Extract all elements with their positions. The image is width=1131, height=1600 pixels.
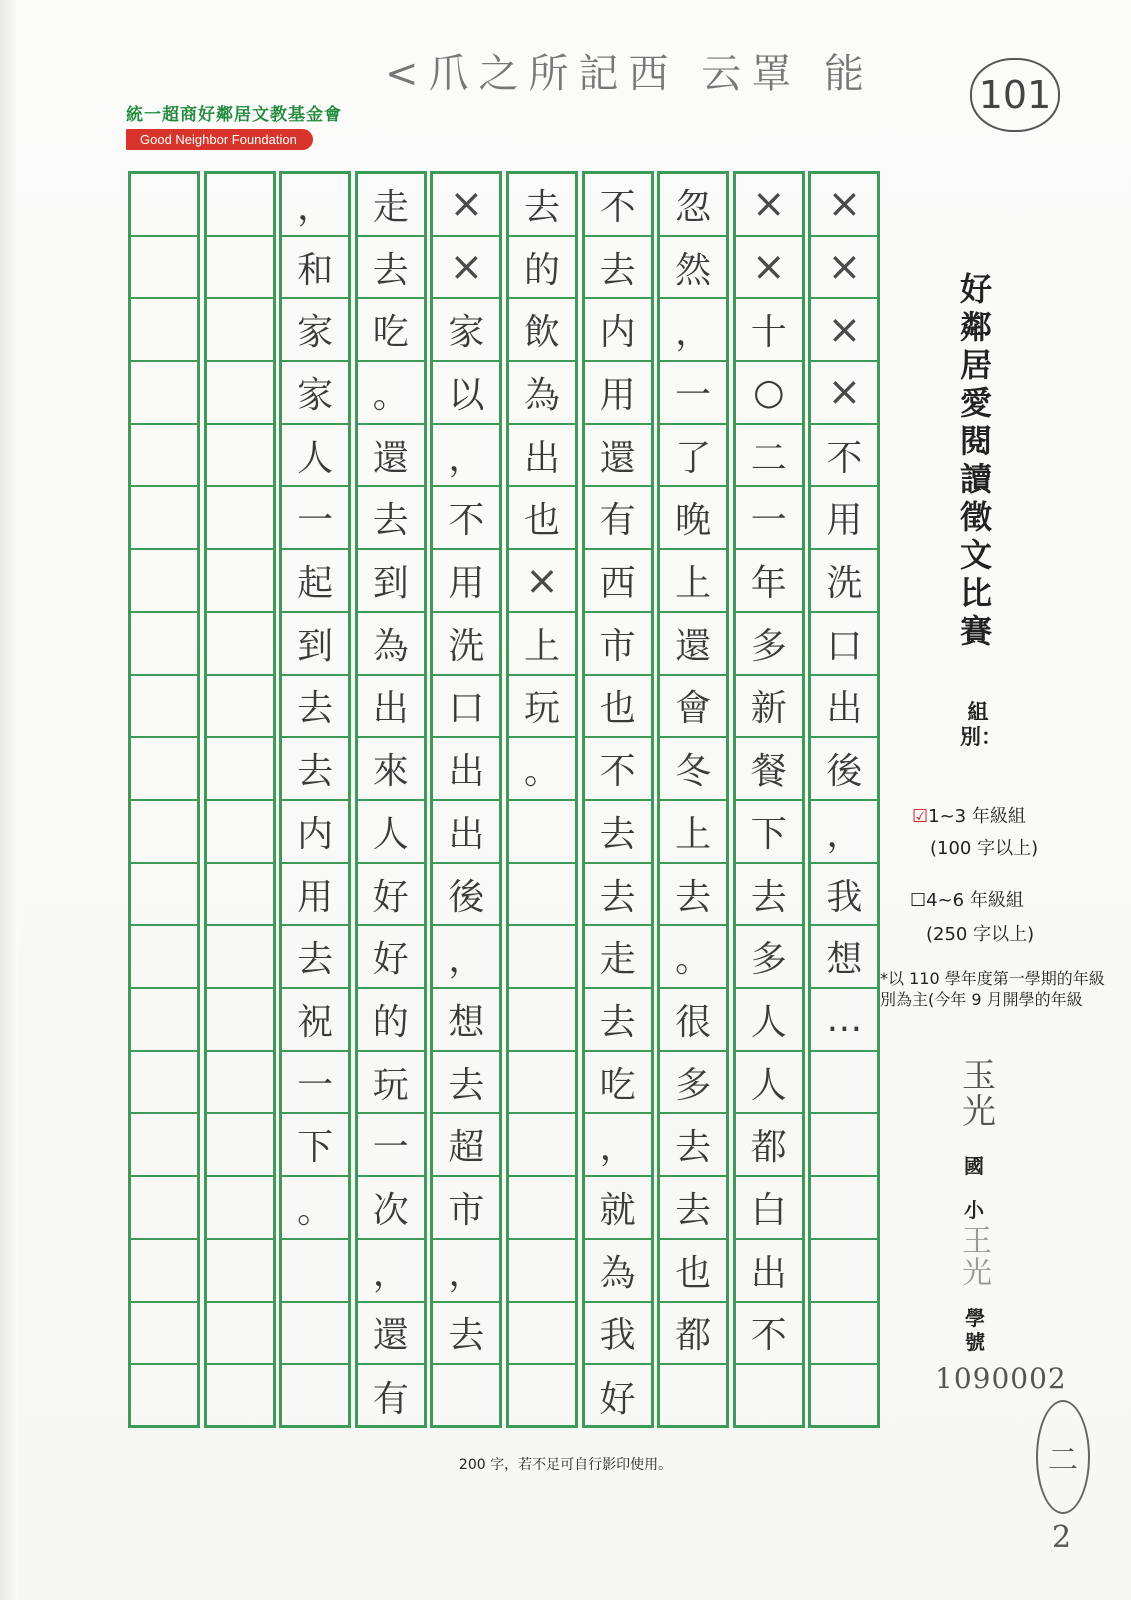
grid-cell: 去: [282, 738, 348, 801]
grid-cell: 用: [585, 362, 651, 425]
grid-cell: ，: [358, 1240, 424, 1303]
grid-cell: [207, 362, 273, 425]
grid-cell: [207, 989, 273, 1052]
grid-cell: ，: [811, 801, 877, 864]
grid-cell: ×: [433, 174, 499, 237]
grid-cell: 就: [585, 1177, 651, 1240]
grid-cell: 用: [433, 550, 499, 613]
grid-cell: 去: [585, 864, 651, 927]
grid-cell: 來: [358, 738, 424, 801]
grid-cell: 下: [282, 1115, 348, 1178]
grid-cell: …: [811, 989, 877, 1052]
grid-cell: 去: [282, 926, 348, 989]
grid-cell: 到: [282, 613, 348, 676]
grid-cell: 不: [585, 174, 651, 237]
grid-cell: 不: [811, 425, 877, 488]
grid-cell: [131, 864, 197, 927]
grid-cell: [811, 1052, 877, 1115]
grid-cell: ×: [736, 174, 802, 237]
grid-cell: ○: [736, 362, 802, 425]
grid-cell: 冬: [660, 738, 726, 801]
grid-cell: ×: [811, 299, 877, 362]
grid-cell: [509, 989, 575, 1052]
grid-cell: 去: [660, 1115, 726, 1178]
checkbox-empty-icon[interactable]: ☐: [910, 890, 927, 911]
grid-cell: 去: [736, 864, 802, 927]
grid-cell: 也: [585, 676, 651, 739]
grid-cell: [811, 1365, 877, 1428]
grid-cell: [131, 550, 197, 613]
grid-cell: ×: [811, 174, 877, 237]
grid-cell: 為: [585, 1240, 651, 1303]
grid-cell: 人: [736, 989, 802, 1052]
grid-cell: [207, 1177, 273, 1240]
grid-cell: [207, 738, 273, 801]
grid-cell: ，: [433, 1240, 499, 1303]
grid-cell: 玩: [509, 676, 575, 739]
grid-cell: 我: [811, 864, 877, 927]
grid-cell: 超: [433, 1115, 499, 1178]
grid-cell: 出: [509, 425, 575, 488]
grid-cell: [282, 1365, 348, 1428]
grid-cell: [207, 550, 273, 613]
grid-cell: [509, 864, 575, 927]
grid-cell: 用: [811, 488, 877, 551]
grid-cell: 出: [358, 676, 424, 739]
entry-number-circle: 101: [970, 58, 1060, 132]
grid-cell: 去: [282, 676, 348, 739]
grid-cell: [131, 926, 197, 989]
option-grade-4-6-note: (250 字以上): [926, 924, 1035, 945]
grid-cell: 口: [433, 676, 499, 739]
grid-cell: 了: [660, 425, 726, 488]
grid-cell: [131, 989, 197, 1052]
grid-cell: 走: [358, 174, 424, 237]
grid-cell: [207, 237, 273, 300]
grid-cell: 以: [433, 362, 499, 425]
grid-column: [657, 171, 729, 1428]
grid-cell: [207, 1240, 273, 1303]
grid-cell: 為: [509, 362, 575, 425]
grid-cell: [509, 1052, 575, 1115]
grid-cell: 去: [585, 237, 651, 300]
grid-cell: 人: [358, 801, 424, 864]
grid-cell: 白: [736, 1177, 802, 1240]
grid-cell: 出: [433, 738, 499, 801]
logo-english: Good Neighbor Foundation: [126, 129, 313, 150]
grid-cell: 忽: [660, 174, 726, 237]
grid-cell: 去: [433, 1052, 499, 1115]
grid-cell: 和: [282, 237, 348, 300]
grid-cell: 一: [282, 1052, 348, 1115]
grid-cell: 人: [282, 425, 348, 488]
grid-cell: ×: [811, 362, 877, 425]
grid-cell: [131, 1177, 197, 1240]
grid-cell: 不: [585, 738, 651, 801]
grid-cell: 家: [433, 299, 499, 362]
grid-cell: 去: [585, 989, 651, 1052]
grid-cell: [131, 1303, 197, 1366]
grid-cell: 還: [358, 1303, 424, 1366]
grid-cell: 晚: [660, 488, 726, 551]
page-number: 2: [1052, 1520, 1072, 1555]
grid-cell: [207, 488, 273, 551]
grid-cell: 好: [358, 864, 424, 927]
grid-cell: 多: [736, 926, 802, 989]
grid-column: [430, 171, 502, 1428]
grid-cell: [207, 1115, 273, 1178]
grid-cell: 。: [660, 926, 726, 989]
grid-column: [506, 171, 578, 1428]
grid-cell: [282, 1303, 348, 1366]
grid-cell: [509, 1115, 575, 1178]
grid-cell: ，: [585, 1115, 651, 1178]
grid-cell: 還: [660, 613, 726, 676]
grid-cell: 去: [433, 1303, 499, 1366]
student-id-label: 學號: [965, 1306, 985, 1354]
school-word-guo: 國: [964, 1154, 984, 1178]
grid-cell: ×: [736, 237, 802, 300]
grid-cell: 想: [433, 989, 499, 1052]
grid-cell: 去: [660, 1177, 726, 1240]
grid-cell: ，: [433, 926, 499, 989]
grid-cell: [207, 299, 273, 362]
grid-cell: [433, 1365, 499, 1428]
grid-cell: [207, 926, 273, 989]
grid-cell: [509, 1365, 575, 1428]
grid-cell: 的: [358, 989, 424, 1052]
grid-cell: ×: [811, 237, 877, 300]
grid-cell: [131, 174, 197, 237]
corner-circle-mark: 二: [1036, 1400, 1090, 1514]
grid-cell: ×: [433, 237, 499, 300]
grid-cell: 飲: [509, 299, 575, 362]
grid-cell: [131, 237, 197, 300]
grid-cell: 的: [509, 237, 575, 300]
grid-cell: 。: [358, 362, 424, 425]
grid-cell: 一: [660, 362, 726, 425]
grid-cell: 出: [736, 1240, 802, 1303]
grid-cell: 走: [585, 926, 651, 989]
grid-cell: 去: [358, 488, 424, 551]
grid-cell: 西: [585, 550, 651, 613]
checkbox-checked-icon[interactable]: ☑: [912, 806, 929, 827]
grid-cell: 為: [358, 613, 424, 676]
grid-column: [733, 171, 805, 1428]
grid-cell: [207, 613, 273, 676]
grid-column: [355, 171, 427, 1428]
grid-column: [582, 171, 654, 1428]
school-name-handwritten: 玉光: [962, 1056, 996, 1132]
grid-column: [128, 171, 200, 1428]
grid-cell: 一: [282, 488, 348, 551]
grid-cell: [509, 801, 575, 864]
grid-cell: [131, 1115, 197, 1178]
grid-cell: [131, 613, 197, 676]
grid-cell: 我: [585, 1303, 651, 1366]
grid-cell: 多: [660, 1052, 726, 1115]
grid-cell: 都: [736, 1115, 802, 1178]
grid-column: [279, 171, 351, 1428]
grid-cell: [509, 926, 575, 989]
group-label: 組別：: [960, 700, 1002, 749]
grid-cell: [660, 1365, 726, 1428]
grid-cell: 洗: [811, 550, 877, 613]
grid-cell: 人: [736, 1052, 802, 1115]
grid-cell: [736, 1365, 802, 1428]
grid-cell: 出: [433, 801, 499, 864]
option-grade-1-3-note: (100 字以上): [930, 838, 1039, 859]
grid-cell: [207, 864, 273, 927]
grid-cell: 新: [736, 676, 802, 739]
student-name-handwritten: 王光: [962, 1224, 992, 1291]
grid-cell: 一: [736, 488, 802, 551]
grid-cell: ×: [509, 550, 575, 613]
contest-title: 好鄰居愛閱讀徵文比賽: [959, 270, 992, 650]
grid-cell: 家: [282, 362, 348, 425]
grid-cell: 想: [811, 926, 877, 989]
grid-cell: [811, 1177, 877, 1240]
grid-cell: 祝: [282, 989, 348, 1052]
grid-cell: 去: [358, 237, 424, 300]
grid-cell: 到: [358, 550, 424, 613]
grid-cell: 。: [282, 1177, 348, 1240]
grid-cell: [131, 1240, 197, 1303]
grid-cell: [131, 362, 197, 425]
school-word-xiao: 小: [964, 1198, 984, 1222]
grid-cell: ，: [433, 425, 499, 488]
grid-cell: 後: [433, 864, 499, 927]
grid-cell: 二: [736, 425, 802, 488]
grid-column: [204, 171, 276, 1428]
top-handwriting: <爪之所記西 云罩 能: [385, 51, 874, 97]
grid-cell: [131, 1365, 197, 1428]
grid-cell: 不: [736, 1303, 802, 1366]
student-id-handwritten: 1090002: [935, 1362, 1067, 1395]
grid-cell: 還: [585, 425, 651, 488]
grid-cell: 内: [282, 801, 348, 864]
grid-cell: 口: [811, 613, 877, 676]
grid-cell: 次: [358, 1177, 424, 1240]
grid-cell: 上: [509, 613, 575, 676]
grid-cell: 市: [585, 613, 651, 676]
grid-cell: [509, 1240, 575, 1303]
grid-cell: 一: [358, 1115, 424, 1178]
grid-cell: 會: [660, 676, 726, 739]
grid-cell: 有: [585, 488, 651, 551]
grid-cell: [131, 299, 197, 362]
grid-cell: 去: [509, 174, 575, 237]
grid-cell: [207, 1365, 273, 1428]
grid-cell: 起: [282, 550, 348, 613]
option-grade-4-6[interactable]: ☐4~6 年級組: [910, 890, 1024, 911]
grid-cell: 還: [358, 425, 424, 488]
grid-column: [808, 171, 880, 1428]
option-grade-1-3[interactable]: ☑1~3 年級組: [912, 806, 1026, 827]
grid-cell: [207, 1303, 273, 1366]
grid-cell: [509, 1303, 575, 1366]
grid-cell: [207, 425, 273, 488]
grid-cell: 後: [811, 738, 877, 801]
grid-cell: 多: [736, 613, 802, 676]
grid-cell: [131, 801, 197, 864]
grid-cell: [509, 1177, 575, 1240]
grid-cell: 家: [282, 299, 348, 362]
grid-cell: 洗: [433, 613, 499, 676]
grid-cell: [207, 676, 273, 739]
grid-cell: 十: [736, 299, 802, 362]
grid-cell: 吃: [585, 1052, 651, 1115]
grid-cell: 不: [433, 488, 499, 551]
grid-cell: [811, 1115, 877, 1178]
grid-cell: 上: [660, 550, 726, 613]
grid-cell: 都: [660, 1303, 726, 1366]
grid-cell: 好: [599, 1379, 636, 1421]
grid-cell: [131, 738, 197, 801]
grid-cell: [207, 1052, 273, 1115]
grid-cell: [811, 1303, 877, 1366]
grid-cell: [131, 676, 197, 739]
grid-cell: [282, 1240, 348, 1303]
grid-cell: ，: [660, 299, 726, 362]
grid-cell: 上: [660, 801, 726, 864]
grid-cell: 很: [660, 989, 726, 1052]
grid-cell: 餐: [736, 738, 802, 801]
footer-note: 200 字，若不足可自行影印使用。: [458, 1457, 673, 1473]
grid-cell: [207, 801, 273, 864]
grid-cell: 也: [660, 1240, 726, 1303]
grid-cell: 好: [358, 926, 424, 989]
grid-cell: ，: [282, 174, 348, 237]
grid-cell: 用: [282, 864, 348, 927]
grid-cell: 下: [736, 801, 802, 864]
logo-chinese: 統一超商好鄰居文教基金會: [126, 105, 342, 125]
scan-shadow: [0, 0, 18, 1600]
grid-cell: 然: [660, 237, 726, 300]
grid-cell: 去: [585, 801, 651, 864]
grid-cell: 出: [811, 676, 877, 739]
grid-cell: [131, 425, 197, 488]
foundation-logo: [126, 100, 342, 150]
grade-footnote: *以 110 學年度第一學期的年級別為主(今年 9 月開學的年級: [880, 969, 1105, 1009]
grid-cell: [207, 174, 273, 237]
grid-cell: 市: [433, 1177, 499, 1240]
grid-cell: 去: [660, 864, 726, 927]
grid-cell: 。: [509, 738, 575, 801]
grid-cell: 玩: [358, 1052, 424, 1115]
grid-cell: 吃: [358, 299, 424, 362]
grid-cell: 也: [509, 488, 575, 551]
grid-cell: [131, 1052, 197, 1115]
grid-cell: 内: [585, 299, 651, 362]
grid-cell: [131, 488, 197, 551]
grid-cell: [811, 1240, 877, 1303]
grid-cell: 有: [372, 1379, 409, 1421]
grid-cell: 年: [736, 550, 802, 613]
